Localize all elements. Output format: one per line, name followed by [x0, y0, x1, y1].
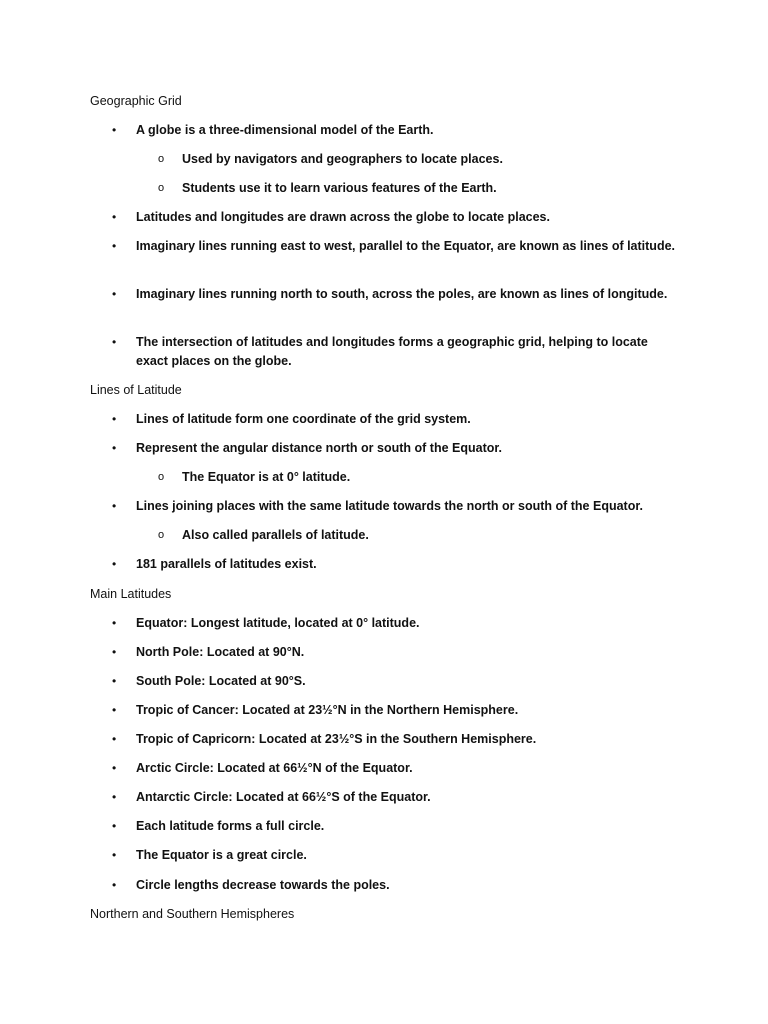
sub-list-item-text: Students use it to learn various features of the Earth. — [182, 181, 497, 195]
sub-list-item-text: Also called parallels of latitude. — [182, 528, 369, 542]
bullet-icon: • — [112, 616, 117, 630]
bullet-icon: • — [112, 412, 117, 426]
list-item-text: Circle lengths decrease towards the poles. — [136, 878, 390, 892]
bullet-icon: • — [112, 441, 117, 455]
sub-bullet-icon: o — [158, 182, 165, 194]
sub-list-item-text: Used by navigators and geographers to locate places. — [182, 152, 503, 166]
list-item-text: A globe is a three-dimensional model of the Earth. — [136, 123, 434, 137]
list-item-text: Tropic of Cancer: Located at 23½°N in the Northern Hemisphere. — [136, 703, 519, 717]
list-item-text: Lines joining places with the same latitude towards the north or south of the Equator. — [136, 499, 643, 513]
bullet-icon: • — [112, 878, 117, 892]
list-item-text: Lines of latitude form one coordinate of the grid system. — [136, 412, 471, 426]
sub-bullet-icon: o — [158, 529, 165, 541]
bullet-icon: • — [112, 210, 117, 224]
list-item-text: The Equator is a great circle. — [136, 848, 307, 862]
list-item-text: 181 parallels of latitudes exist. — [136, 557, 317, 571]
bullet-icon: • — [112, 674, 117, 688]
section-heading: Geographic Grid — [90, 94, 182, 108]
bullet-icon: • — [112, 819, 117, 833]
bullet-icon: • — [112, 645, 117, 659]
section-heading: Northern and Southern Hemispheres — [90, 907, 295, 921]
bullet-icon: • — [112, 732, 117, 746]
section-heading: Main Latitudes — [90, 587, 172, 601]
list-item-text: Tropic of Capricorn: Located at 23½°S in the Southern Hemisphere. — [136, 732, 537, 746]
bullet-icon: • — [112, 499, 117, 513]
bullet-icon: • — [112, 848, 117, 862]
bullet-icon: • — [112, 335, 117, 349]
bullet-icon: • — [112, 790, 117, 804]
list-item-text: Latitudes and longitudes are drawn across the globe to locate places. — [136, 210, 550, 224]
sub-bullet-icon: o — [158, 471, 165, 483]
list-item-text: Antarctic Circle: Located at 66½°S of the Equator. — [136, 790, 431, 804]
bullet-icon: • — [112, 239, 117, 253]
list-item-text: Represent the angular distance north or south of the Equator. — [136, 441, 503, 455]
list-item-text: Imaginary lines running east to west, parallel to the Equator, are known as lines of latitude. — [136, 239, 676, 253]
list-item-text: Imaginary lines running north to south, across the poles, are known as lines of longitude. — [136, 287, 668, 301]
list-item-text: The intersection of latitudes and longitudes forms a geographic grid, helping to locate exact places on the globe. — [136, 335, 648, 368]
list-item-text: North Pole: Located at 90°N. — [136, 645, 305, 659]
list-item-text: Equator: Longest latitude, located at 0° latitude. — [136, 616, 420, 630]
bullet-icon: • — [112, 287, 117, 301]
sub-list-item-text: The Equator is at 0° latitude. — [182, 470, 351, 484]
bullet-icon: • — [112, 123, 117, 137]
section-heading: Lines of Latitude — [90, 383, 182, 397]
bullet-icon: • — [112, 703, 117, 717]
list-item-text: South Pole: Located at 90°S. — [136, 674, 306, 688]
bullet-icon: • — [112, 761, 117, 775]
list-item-text: Arctic Circle: Located at 66½°N of the Equator. — [136, 761, 413, 775]
bullet-icon: • — [112, 557, 117, 571]
sub-bullet-icon: o — [158, 153, 165, 165]
list-item-text: Each latitude forms a full circle. — [136, 819, 325, 833]
